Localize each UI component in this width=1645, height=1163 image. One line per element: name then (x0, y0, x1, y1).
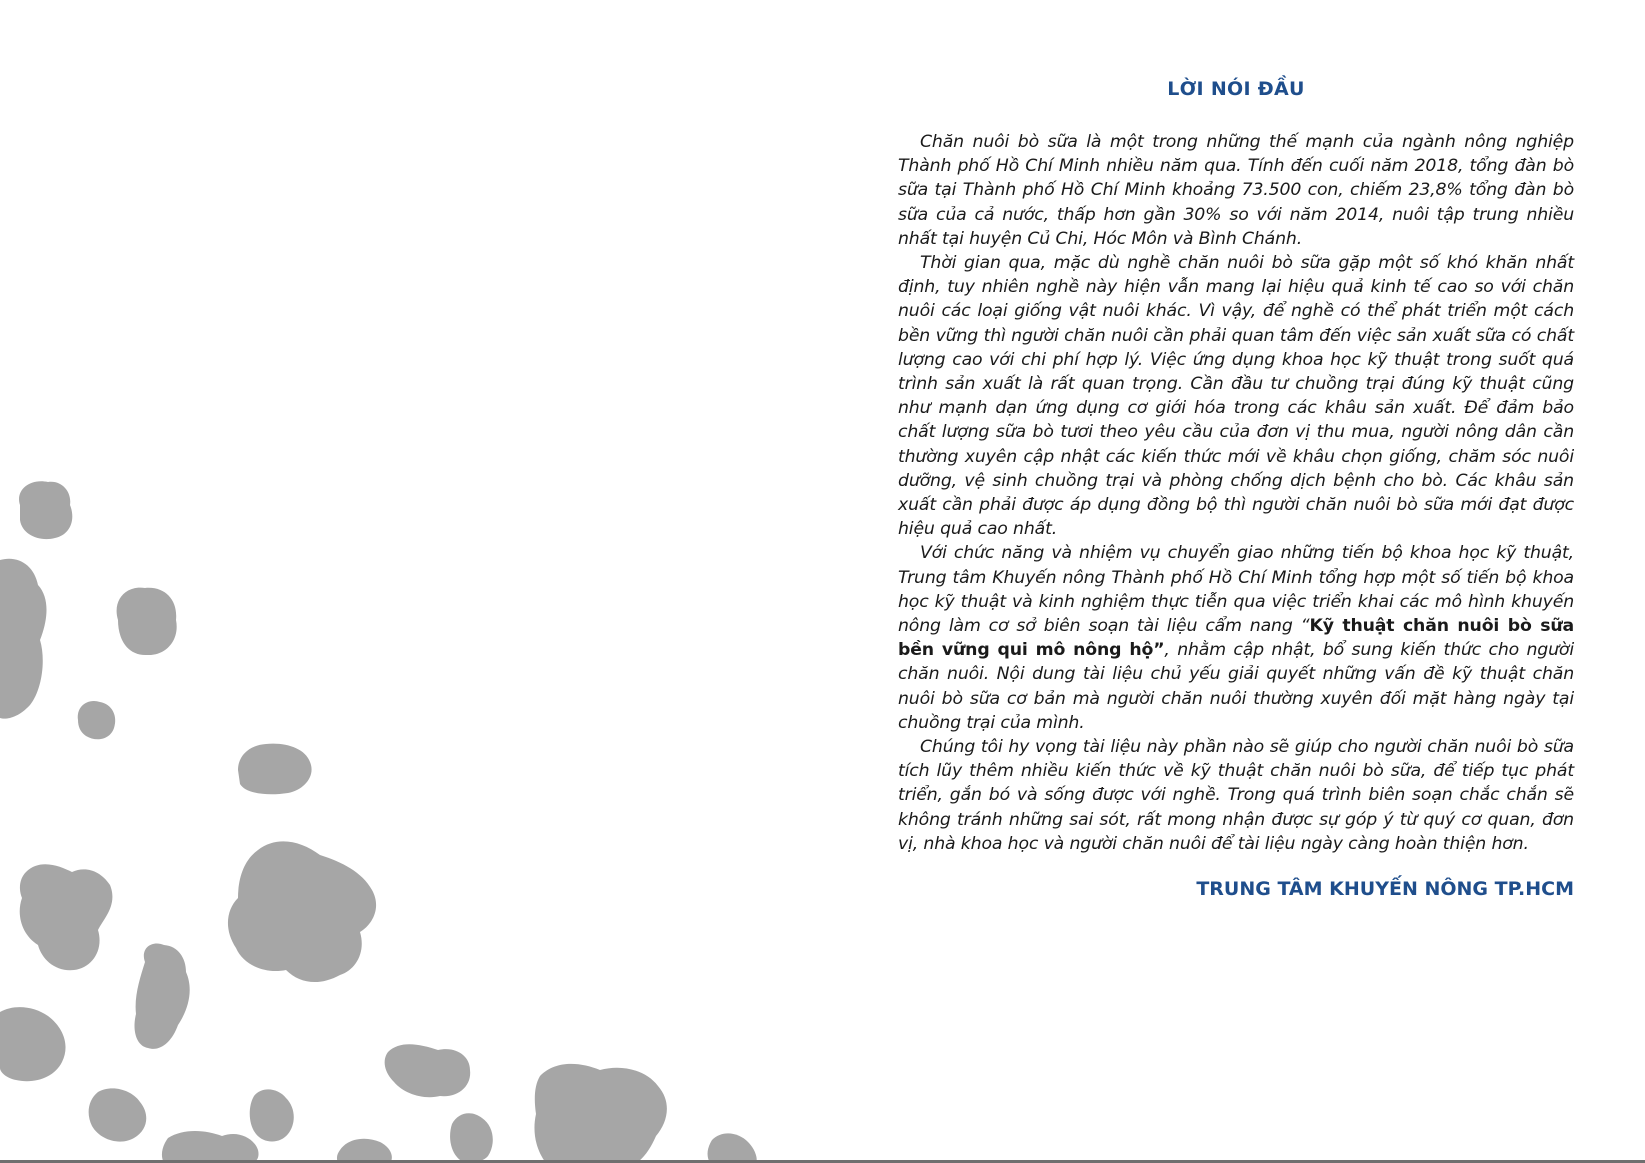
paragraph-3 (898, 541, 1574, 735)
cow-spot (0, 1007, 66, 1081)
cow-spot (385, 1044, 471, 1097)
signature: TRUNG TÂM KHUYẾN NÔNG TP.HCM (1196, 878, 1574, 901)
cow-spot (534, 1064, 666, 1163)
paragraph-3-text-end: , nhằm cập nhật, bổ sung kiến thức cho người chăn nuôi. Nội dung tài liệu chủ yếu giải quyết những vấn đề kỹ thuật chăn nuôi bò sữa cơ bản mà người chăn nuôi thường xuyên đối mặt hàng ngày tại chuồng trại của mình. (898, 640, 1574, 733)
cow-spot (78, 701, 115, 739)
cow-spot (162, 1131, 259, 1163)
cow-spot (117, 588, 177, 655)
cow-spot (135, 944, 190, 1049)
cow-spot (19, 481, 72, 539)
page-title: LỜI NÓI ĐẦU (1167, 78, 1305, 100)
cow-spot (89, 1088, 147, 1141)
cow-spot (450, 1113, 493, 1162)
paragraph-1: Chăn nuôi bò sữa là một trong những thế mạnh của ngành nông nghiệp Thành phố Hồ Chí Minh nhiều năm qua. Tính đến cuối năm 2018, tổng đàn bò sữa tại Thành phố Hồ Chí Minh khoảng 73.500 con, chiếm 23,8% tổng đàn bò sữa của cả nước, thấp hơn gần 30% so với năm 2014, nuôi tập trung nhiều nhất tại huyện Củ Chi, Hóc Môn và Bình Chánh. (898, 132, 1574, 249)
paragraph-4: Chúng tôi hy vọng tài liệu này phần nào sẽ giúp cho người chăn nuôi bò sữa tích lũy thêm nhiều kiến thức về kỹ thuật chăn nuôi bò sữa, để tiếp tục phát triển, gắn bó và sống được với nghề. Trong quá trình biên soạn chắc chắn sẽ không tránh những sai sót, rất mong nhận được sự góp ý từ quý cơ quan, đơn vị, nhà khoa học và người chăn nuôi để tài liệu ngày càng hoàn thiện hơn. (898, 737, 1574, 854)
paragraph-3-text-start: Với chức năng và nhiệm vụ chuyển giao những tiến bộ khoa học kỹ thuật, Trung tâm Khuyến nông Thành phố Hồ Chí Minh tổng hợp một số tiến bộ khoa học kỹ thuật và kinh nghiệm thực tiễn qua việc triển khai các mô hình khuyến nông làm cơ sở biên soạn tài liệu cẩm nang “ (898, 543, 1574, 637)
cow-spot (250, 1089, 294, 1141)
cow-spot (238, 744, 312, 795)
cow-spot (0, 559, 47, 719)
cow-spot (708, 1133, 757, 1163)
cow-spot (228, 841, 376, 982)
foreword-column (898, 78, 1574, 900)
paragraph-2: Thời gian qua, mặc dù nghề chăn nuôi bò sữa gặp một số khó khăn nhất định, tuy nhiên nghề này hiện vẫn mang lại hiệu quả kinh tế cao so với chăn nuôi các loại giống vật nuôi khác. Vì vậy, để nghề có thể phát triển một cách bền vững thì người chăn nuôi cần phải quan tâm đến việc sản xuất sữa có chất lượng cao với chi phí hợp lý. Việc ứng dụng khoa học kỹ thuật trong suốt quá trình sản xuất là rất quan trọng. Cần đầu tư chuồng trại đúng kỹ thuật cũng như mạnh dạn ứng dụng cơ giới hóa trong các khâu sản xuất. Để đảm bảo chất lượng sữa bò tươi theo yêu cầu của đơn vị thu mua, người nông dân cần thường xuyên cập nhật các kiến thức mới về khâu chọn giống, chăm sóc nuôi dưỡng, vệ sinh chuồng trại và phòng chống dịch bệnh cho bò. Các khâu sản xuất cần phải được áp dụng đồng bộ thì người chăn nuôi bò sữa mới đạt được hiệu quả cao nhất. (898, 253, 1574, 540)
cow-spot (20, 864, 113, 970)
paragraph-3-bold-title: Kỹ thuật chăn nuôi bò sữa bền vững qui mô nông hộ” (898, 616, 1574, 661)
